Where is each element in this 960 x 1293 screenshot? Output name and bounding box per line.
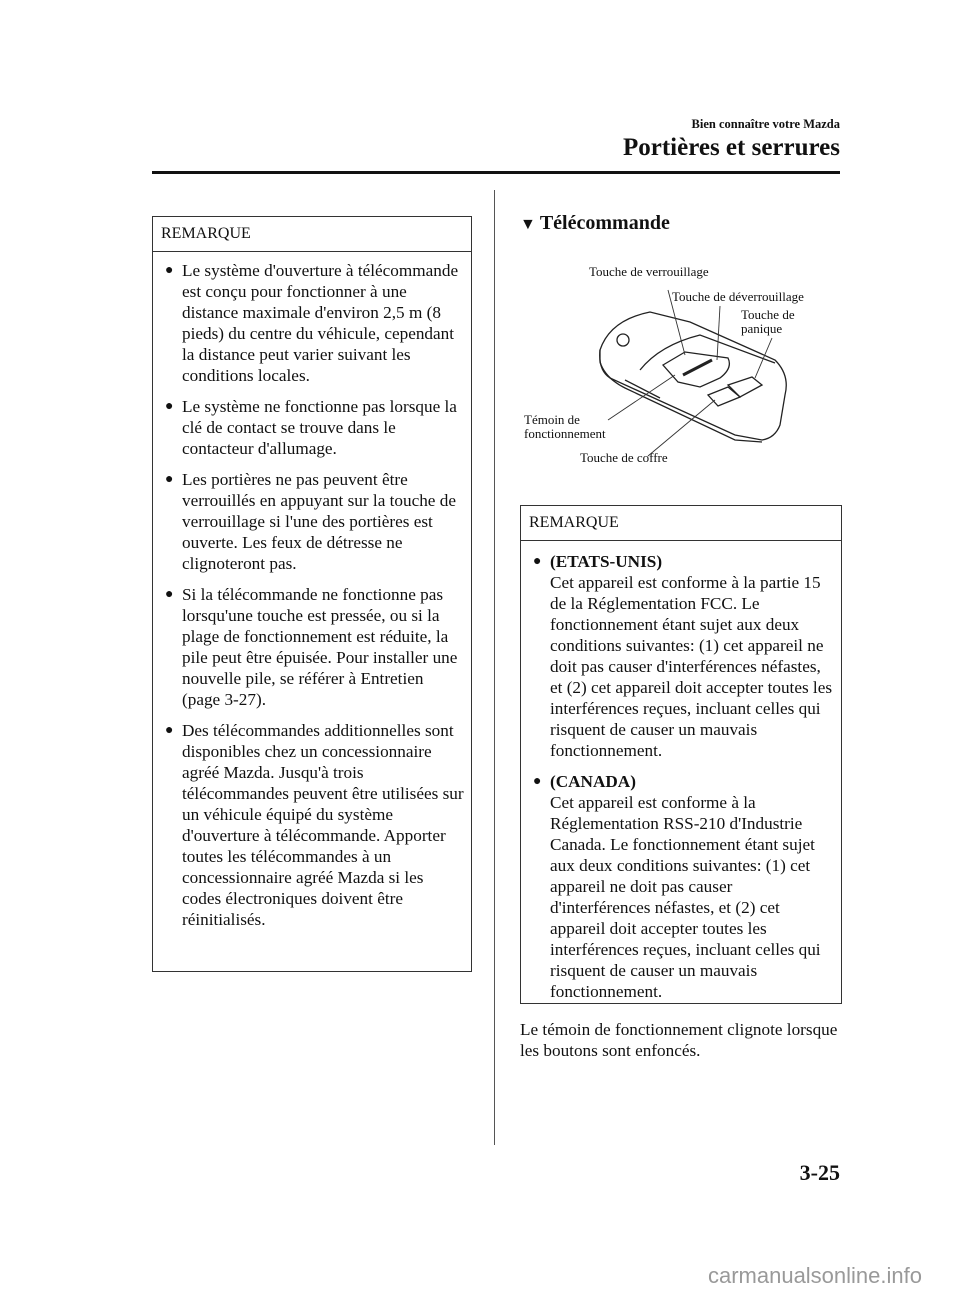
bullet-icon: ● xyxy=(165,472,174,487)
note-heading: REMARQUE xyxy=(521,506,841,541)
page-title: Portières et serrures xyxy=(622,134,840,161)
label-unlock-button: Touche de déverrouillage xyxy=(672,289,804,304)
bullet-icon: ● xyxy=(165,263,174,278)
note-item xyxy=(533,551,835,761)
column-divider xyxy=(494,190,495,1145)
page-number: 3-25 xyxy=(799,1160,840,1185)
header-section: Bien connaître votre Mazda xyxy=(691,117,840,131)
watermark: carmanualsonline.info xyxy=(707,1263,922,1288)
section-heading xyxy=(520,212,670,235)
bullet-icon: ● xyxy=(533,554,542,569)
note-item xyxy=(533,771,835,1002)
label-trunk-button: Touche de coffre xyxy=(580,450,668,465)
note-box-right xyxy=(520,505,842,1004)
bullet-icon: ● xyxy=(533,774,542,789)
note-text: Les portières ne pas peuvent être verrouillés en appuyant sur la touche de verrouillage si l'une des portières est ouverte. Les feux de détresse ne clignoteront pas. xyxy=(182,470,456,573)
note-text: Cet appareil est conforme à la Réglementation RSS-210 d'Industrie Canada. Le fonctionnement étant sujet aux deux conditions suivantes: (1) cet appareil ne doit pas causer d'interférences néfastes, et (2) cet appareil doit accepter toutes les interférences reçues, incluant celles qui risquent de causer un mauvais fonctionnement. xyxy=(550,793,821,1001)
note-text: Des télécommandes additionnelles sont disponibles chez un concessionnaire agréé Mazda. Jusqu'à trois télécommandes peuvent être utilisées sur un véhicule équipé du système d'ouverture à télécommande. Apporter toutes les télécommandes à un concessionnaire agréé Mazda si les codes électroniques doivent être réinitialisés. xyxy=(182,721,464,929)
note-item-title: (CANADA) xyxy=(550,772,636,791)
note-item xyxy=(165,260,465,386)
note-text: Cet appareil est conforme à la partie 15 de la Réglementation FCC. Le fonctionnement étant sujet aux deux conditions suivantes: (1) cet appareil ne doit pas causer d'interférences néfastes, et (2) cet appareil doit accepter toutes les interférences reçues, incluant celles qui risquent de causer un mauvais fonctionnement. xyxy=(550,573,833,760)
note-text: Le système ne fonctionne pas lorsque la clé de contact se trouve dans le contacteur d'allumage. xyxy=(182,397,457,458)
note-item xyxy=(165,584,465,710)
note-text: Le système d'ouverture à télécommande est conçu pour fonctionner à une distance maximale d'environ 2,5 m (8 pieds) du centre du véhicule, cependant la distance peut varier suivant les conditions locales. xyxy=(182,261,459,385)
note-item xyxy=(165,469,465,574)
label-panic-button: Touche de panique xyxy=(741,307,795,336)
section-title: Télécommande xyxy=(539,212,670,234)
note-heading: REMARQUE xyxy=(153,217,471,252)
label-lock-button: Touche de verrouillage xyxy=(589,264,709,279)
body-paragraph: Le témoin de fonctionnement clignote lorsque les boutons sont enfoncés. xyxy=(520,1020,838,1060)
header-rule xyxy=(152,171,840,174)
note-box-left xyxy=(152,216,472,972)
bullet-icon: ● xyxy=(165,723,174,738)
note-item xyxy=(165,396,465,459)
triangle-icon: ▼ xyxy=(520,216,536,233)
remote-figure xyxy=(500,260,840,470)
label-indicator: Témoin de fonctionnement xyxy=(524,412,606,441)
note-text: Si la télécommande ne fonctionne pas lorsqu'une touche est pressée, ou si la plage de fonctionnement est réduite, la pile peut être épuisée. Pour installer une nouvelle pile, se référer à Entretien (page 3-27). xyxy=(182,585,458,709)
note-item xyxy=(165,720,465,930)
bullet-icon: ● xyxy=(165,399,174,414)
bullet-icon: ● xyxy=(165,587,174,602)
note-item-title: (ETATS-UNIS) xyxy=(550,552,663,571)
